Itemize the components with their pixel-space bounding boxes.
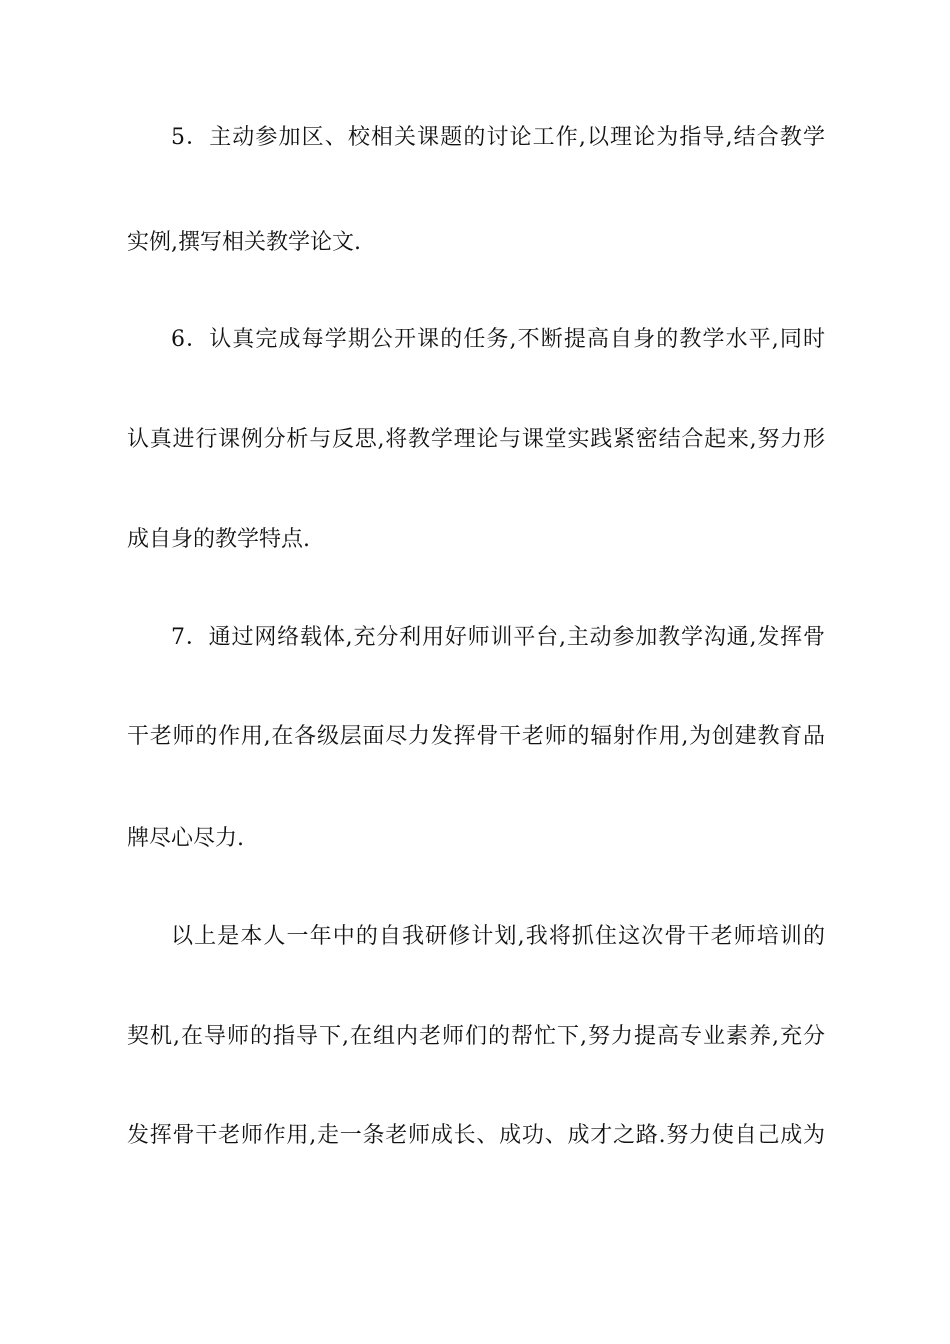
paragraph-line: 成自身的教学特点. bbox=[127, 527, 310, 552]
paragraph-line: 实例,撰写相关教学论文. bbox=[127, 230, 361, 255]
paragraph-line: 7．通过网络载体,充分利用好师训平台,主动参加教学沟通,发挥骨 bbox=[171, 625, 825, 650]
paragraph-line: 以上是本人一年中的自我研修计划,我将抓住这次骨干老师培训的 bbox=[171, 924, 825, 949]
paragraph-line: 认真进行课例分析与反思,将教学理论与课堂实践紧密结合起来,努力形 bbox=[127, 427, 825, 452]
paragraph-line: 干老师的作用,在各级层面尽力发挥骨干老师的辐射作用,为创建教育品 bbox=[127, 724, 825, 749]
paragraph-line: 5．主动参加区、校相关课题的讨论工作,以理论为指导,结合教学 bbox=[171, 125, 825, 150]
paragraph-line: 契机,在导师的指导下,在组内老师们的帮忙下,努力提高专业素养,充分 bbox=[127, 1024, 825, 1049]
paragraph-line: 发挥骨干老师作用,走一条老师成长、成功、成才之路.努力使自己成为 bbox=[127, 1123, 825, 1148]
paragraph-line: 牌尽心尽力. bbox=[127, 826, 244, 851]
paragraph-line: 6．认真完成每学期公开课的任务,不断提高自身的教学水平,同时 bbox=[171, 327, 825, 352]
